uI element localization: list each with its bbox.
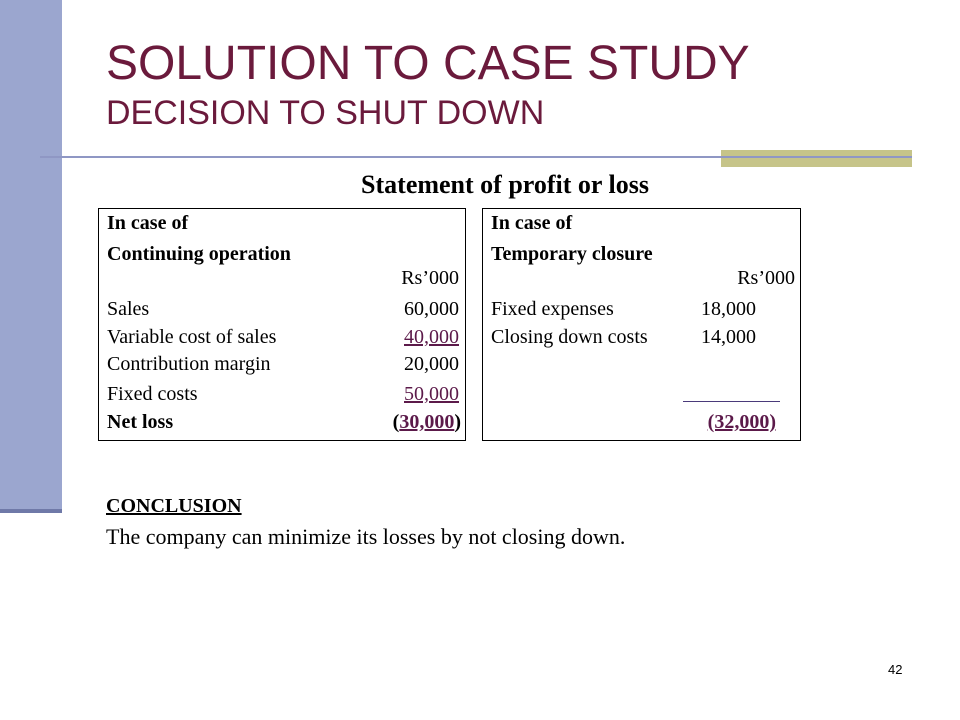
temporary-closure-box: [482, 208, 801, 441]
left-row-value: 40,000: [404, 326, 459, 348]
continuing-operation-box: [98, 208, 466, 441]
right-heading-line1: In case of: [491, 212, 573, 234]
left-decorative-bar: [0, 0, 62, 513]
left-heading-line1: In case of: [107, 212, 189, 234]
total-rule: [683, 401, 780, 403]
statement-heading: Statement of profit or loss: [361, 170, 649, 199]
right-currency-label: Rs’000: [737, 267, 795, 289]
slide-title: [106, 37, 750, 132]
left-row-value: 20,000: [404, 353, 459, 375]
title-divider-accent: [721, 150, 912, 167]
left-row-value: 50,000: [404, 383, 459, 405]
right-row-value: 14,000: [701, 326, 756, 348]
conclusion-heading: CONCLUSION: [106, 495, 242, 517]
title-main: SOLUTION TO CASE STUDY: [106, 37, 750, 90]
conclusion-text: The company can minimize its losses by not closing down.: [106, 524, 626, 549]
left-row-label: Contribution margin: [107, 353, 271, 375]
left-row-label: Sales: [107, 298, 150, 320]
left-heading-line2: Continuing operation: [107, 243, 291, 265]
page-number: 42: [888, 662, 903, 677]
left-row-label: Fixed costs: [107, 383, 198, 405]
right-row-value: 18,000: [701, 298, 756, 320]
closure-total-value: (32,000): [707, 411, 776, 433]
right-heading-line2: Temporary closure: [491, 243, 653, 265]
left-row-label: Variable cost of sales: [107, 326, 277, 348]
net-loss-value: (30,000): [392, 411, 461, 433]
left-currency-label: Rs’000: [401, 267, 459, 289]
title-subtitle: DECISION TO SHUT DOWN: [106, 94, 545, 132]
net-loss-label: Net loss: [107, 411, 174, 433]
left-row-value: 60,000: [404, 298, 459, 320]
right-row-label: Closing down costs: [491, 326, 648, 348]
right-row-label: Fixed expenses: [491, 298, 614, 320]
